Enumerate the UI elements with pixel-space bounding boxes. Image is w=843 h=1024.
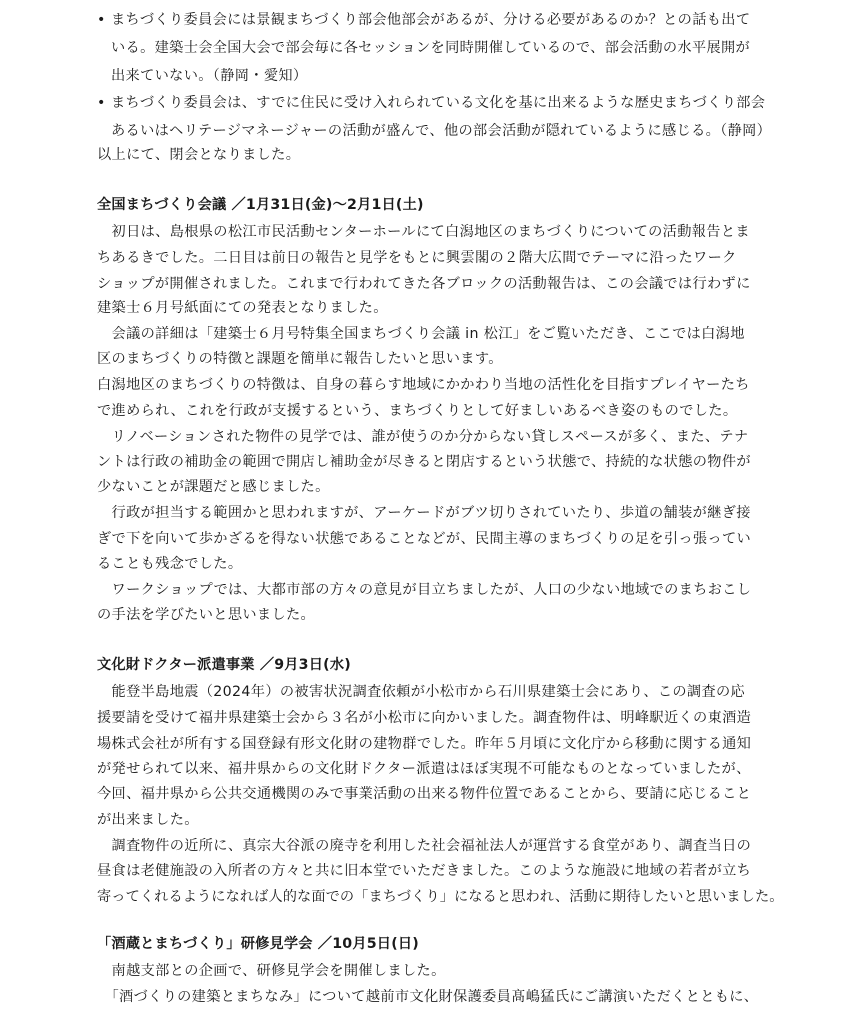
paragraph-line: の手法を学びたいと思いました。: [97, 607, 316, 623]
paragraph-line: 区のまちづくりの特徴と課題を簡単に報告したいと思います。: [97, 351, 503, 367]
section-heading: 「酒蔵とまちづくり」研修見学会 ／10月5日(日): [97, 936, 419, 952]
paragraph-line: ぎで下を向いて歩かざるを得ない状態であることなどが、民間主導のまちづくりの足を引っ張ってい: [97, 531, 752, 547]
paragraph-line: が出来ました。: [97, 812, 199, 828]
bullet-line: • まちづくり委員会は、すでに住民に受け入れられている文化を基に出来るような歴史まちづくり部会: [97, 95, 766, 111]
closing-text: 以上にて、閉会となりました。: [97, 147, 301, 163]
paragraph-line: 白潟地区のまちづくりの特徴は、自身の暮らす地域にかかわり当地の活性化を目指すプレイヤーたち: [97, 377, 750, 393]
paragraph-line: 南越支部との企画で、研修見学会を開催しました。: [97, 963, 446, 979]
paragraph-line: で進められ、これを行政が支援するという、まちづくりとして好ましいあるべき姿のものでした。: [97, 403, 738, 419]
bullet-line: 出来ていない。（静岡・愛知）: [111, 68, 308, 84]
section-heading: 全国まちづくり会議 ／1月31日(金)～2月1日(土): [97, 197, 424, 213]
paragraph-line: 会議の詳細は「建築士６月号特集全国まちづくり会議 in 松江」をご覧いただき、ここでは白潟地: [97, 326, 745, 342]
paragraph-line: 今回、福井県から公共交通機関のみで事業活動の出来る物件位置であることから、要請に応じること: [97, 786, 752, 802]
paragraph-line: 初日は、島根県の松江市民活動センターホールにて白潟地区のまちづくりについての活動報告とま: [97, 224, 750, 240]
paragraph-line: ントは行政の補助金の範囲で開店し補助金が尽きると閉店するという状態で、持続的な状態の物件が: [97, 454, 751, 470]
paragraph-line: ることも残念でした。: [97, 556, 243, 572]
section-heading: 文化財ドクター派遣事業 ／9月3日(水): [97, 657, 351, 673]
paragraph-line: ワークショップでは、大都市部の方々の意見が目立ちましたが、人口の少ない地域でのまちおこし: [97, 582, 752, 598]
bullet-line: いる。建築士会全国大会で部会毎に各セッションを同時開催しているので、部会活動の水平展開が: [111, 40, 751, 56]
bullet-icon: •: [97, 12, 106, 28]
paragraph-line: 能登半島地震（2024年）の被害状況調査依頼が小松市から石川県建築士会にあり、この調査の応: [97, 684, 746, 700]
bullet-line: あるいはヘリテージマネージャーの活動が盛んで、他の部会活動が隠れているように感じる。（静岡）: [111, 123, 772, 139]
paragraph-line: ショップが開催されました。これまで行われてきた各ブロックの活動報告は、この会議では行わずに: [97, 276, 751, 292]
paragraph-line: 寄ってくれるようになれば人的な面での「まちづくり」になると思われ、活動に期待したいと思いました。: [97, 889, 784, 905]
paragraph-line: 少ないことが課題だと感じました。: [97, 479, 330, 495]
paragraph-line: 調査物件の近所に、真宗大谷派の廃寺を利用した社会福祉法人が運営する食堂があり、調査当日の: [97, 838, 752, 854]
paragraph-line: 行政が担当する範囲かと思われますが、アーケードがブツ切りされていたり、歩道の舗装が継ぎ接: [97, 505, 751, 521]
paragraph-line: 「酒づくりの建築とまちなみ」について越前市文化財保護委員髙嶋猛氏にご講演いただくとともに、: [97, 989, 759, 1005]
paragraph-line: 場株式会社が所有する国登録有形文化財の建物群でした。昨年５月頃に文化庁から移動に関する通知: [97, 736, 752, 752]
paragraph-line: ちあるきでした。二日目は前日の報告と見学をもとに興雲閣の２階大広間でテーマに沿ったワーク: [97, 250, 737, 266]
bullet-line: • まちづくり委員会には景観まちづくり部会他部会があるが、分ける必要があるのか？との話も出て: [97, 12, 751, 28]
paragraph-line: 昼食は老健施設の入所者の方々と共に旧本堂でいただきました。このような施設に地域の若者が立ち: [97, 863, 752, 879]
paragraph-line: リノベーションされた物件の見学では、誰が使うのか分からない貸しスペースが多く、また、テナ: [97, 429, 749, 445]
bullet-icon: •: [97, 95, 106, 111]
paragraph-line: 建築士６月号紙面にての発表となりました。: [97, 300, 388, 316]
paragraph-line: 援要請を受けて福井県建築士会から３名が小松市に向かいました。調査物件は、明峰駅近くの東酒造: [97, 710, 752, 726]
paragraph-line: が発せられて以来、福井県からの文化財ドクター派遣はほぼ実現不可能なものとなっていましたが、: [97, 761, 751, 777]
